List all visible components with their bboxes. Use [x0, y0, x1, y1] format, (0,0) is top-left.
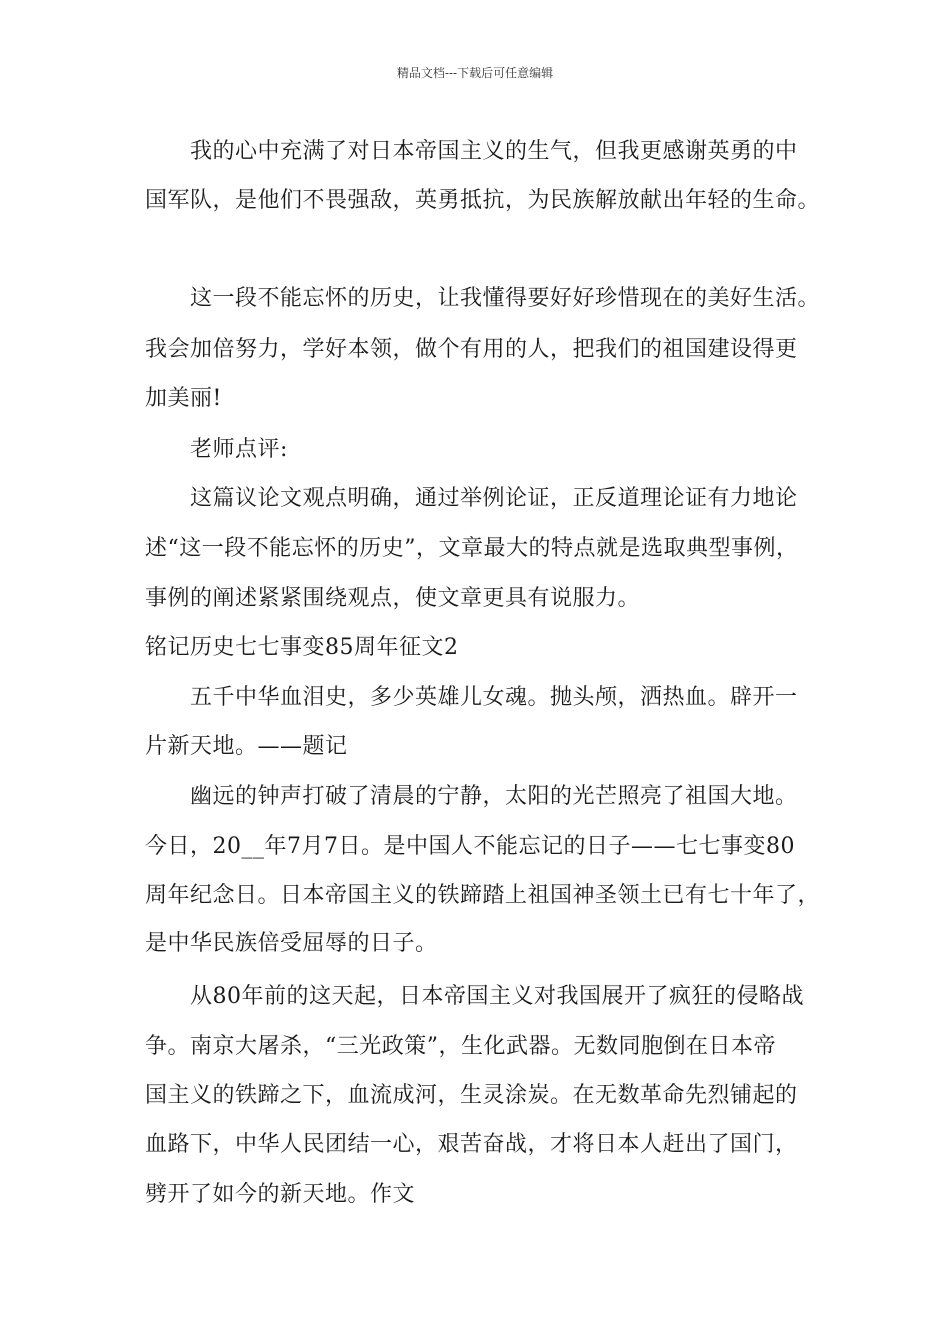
text-line: 加美丽!: [145, 386, 222, 411]
text-line: 国主义的铁蹄之下，血流成河，生灵涂炭。在无数革命先烈铺起的: [145, 1083, 798, 1108]
text-line: 劈开了如今的新天地。作文: [145, 1182, 416, 1207]
text-line: 是中华民族倍受屈辱的日子。: [145, 931, 438, 956]
section-title: 铭记历史七七事变85周年征文2: [145, 635, 459, 660]
text-line: 我的心中充满了对日本帝国主义的生气，但我更感谢英勇的中: [190, 139, 798, 164]
text-line: 争。南京大屠杀，“三光政策”，生化武器。无数同胞倒在日本帝: [145, 1034, 776, 1059]
text-line: 五千中华血泪史，多少英雄儿女魂。抛头颅，洒热血。辟开一: [190, 685, 798, 710]
text-line: 述“这一段不能忘怀的历史”，文章最大的特点就是选取典型事例，: [145, 536, 799, 561]
text-line: 事例的阐述紧紧围绕观点，使文章更具有说服力。: [145, 586, 641, 611]
text-line: 老师点评:: [190, 437, 288, 462]
text-line: 国军队，是他们不畏强敌，英勇抵抗，为民族解放献出年轻的生命。: [145, 188, 821, 213]
text-line: 幽远的钟声打破了清晨的宁静，太阳的光芒照亮了祖国大地。: [190, 784, 798, 809]
text-line: 周年纪念日。日本帝国主义的铁蹄踏上祖国神圣领土已有七十年了，: [145, 883, 821, 908]
text-line: 我会加倍努力，学好本领，做个有用的人，把我们的祖国建设得更: [145, 337, 798, 362]
text-line: 血路下，中华人民团结一心，艰苦奋战，才将日本人赶出了国门，: [145, 1132, 798, 1157]
text-line: 今日，20__年7月7日。是中国人不能忘记的日子——七七事变80: [145, 834, 795, 859]
text-line: 片新天地。——题记: [145, 734, 348, 759]
text-line: 从80年前的这天起，日本帝国主义对我国展开了疯狂的侵略战: [190, 984, 804, 1009]
text-line: 这篇议论文观点明确，通过举例论证，正反道理论证有力地论: [190, 486, 798, 511]
text-line: 这一段不能忘怀的历史，让我懂得要好好珍惜现在的美好生活。: [190, 286, 821, 311]
page-header: 精品文档---下载后可任意编辑: [396, 66, 554, 80]
